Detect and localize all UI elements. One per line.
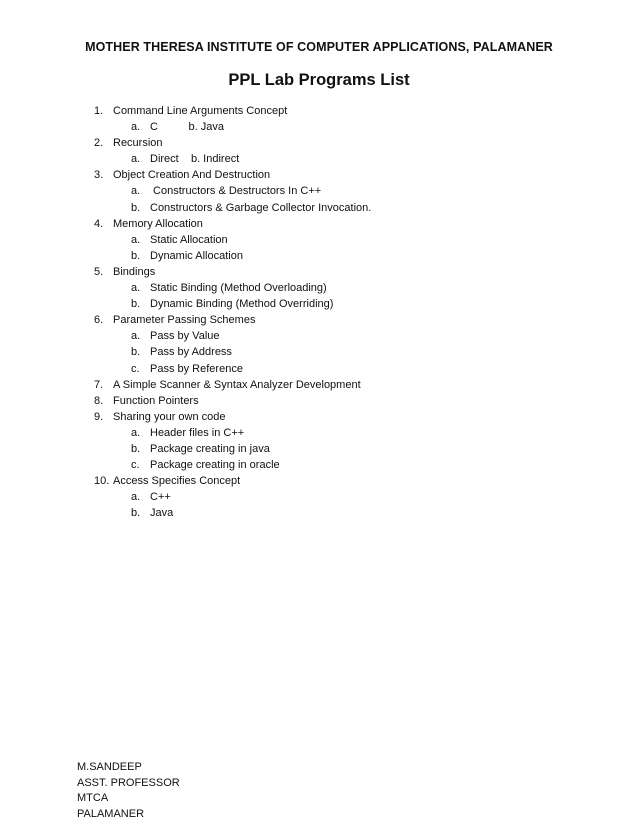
item-text: Memory Allocation	[113, 217, 203, 230]
item-number: a.	[131, 426, 141, 439]
item-text: Pass by Reference	[150, 362, 243, 375]
program-item	[94, 393, 614, 409]
sub-item	[94, 296, 614, 312]
item-number: 8.	[94, 394, 104, 407]
item-number: 5.	[94, 265, 104, 278]
program-item	[94, 135, 614, 151]
item-number: 6.	[94, 314, 104, 327]
program-item	[94, 312, 614, 328]
item-number: 7.	[94, 378, 104, 391]
item-number: a.	[131, 121, 141, 134]
item-text: Pass by Address	[150, 346, 232, 359]
item-text: Function Pointers	[113, 394, 199, 407]
signature-block	[77, 760, 180, 822]
sub-item	[94, 183, 614, 199]
sub-item	[94, 457, 614, 473]
sub-item	[94, 280, 614, 296]
sub-item	[94, 151, 614, 167]
item-text: Pass by Value	[150, 330, 220, 343]
program-item	[94, 377, 614, 393]
item-number: b.	[131, 201, 141, 214]
item-text: Object Creation And Destruction	[113, 169, 271, 182]
page-title: PPL Lab Programs List	[228, 71, 410, 89]
item-text: Direct b. Indirect	[150, 153, 240, 166]
sub-item	[94, 505, 614, 521]
item-number: b.	[131, 298, 141, 311]
program-item	[94, 473, 614, 489]
sub-item	[94, 200, 614, 216]
item-text: Package creating in java	[150, 442, 270, 455]
item-number: 2.	[94, 137, 104, 150]
program-item	[94, 103, 614, 119]
item-number: 3.	[94, 169, 104, 182]
item-text: Command Line Arguments Concept	[113, 105, 288, 117]
institute-header: MOTHER THERESA INSTITUTE OF COMPUTER APPLICATIONS, PALAMANER	[85, 40, 553, 54]
item-number: b.	[131, 442, 141, 455]
item-text: Constructors & Garbage Collector Invocation.	[150, 201, 372, 214]
item-text: C++	[150, 491, 171, 504]
program-item	[94, 264, 614, 280]
item-number: 4.	[94, 217, 104, 230]
sub-item	[94, 232, 614, 248]
item-text: Bindings	[113, 265, 156, 278]
item-number: c.	[131, 459, 140, 472]
program-item	[94, 167, 614, 183]
program-list	[94, 103, 614, 521]
item-number: a.	[131, 491, 141, 504]
item-number: b.	[131, 507, 141, 520]
sub-item	[94, 248, 614, 264]
author-name: M.SANDEEP	[77, 761, 142, 773]
author-place: PALAMANER	[77, 807, 145, 820]
item-text: Java	[150, 507, 174, 520]
item-number: a.	[131, 233, 141, 246]
item-text: Dynamic Binding (Method Overriding)	[150, 298, 334, 311]
sub-item	[94, 489, 614, 505]
item-text: Header files in C++	[150, 426, 245, 439]
item-text: Sharing your own code	[113, 410, 226, 423]
item-text: Parameter Passing Schemes	[113, 314, 256, 327]
item-number: 10.	[94, 475, 110, 488]
item-number: a.	[131, 185, 141, 198]
item-number: b.	[131, 249, 141, 262]
item-number: b.	[131, 346, 141, 359]
item-number: 1.	[94, 105, 104, 117]
item-text: Dynamic Allocation	[150, 249, 243, 262]
sub-item	[94, 328, 614, 344]
item-text: Access Specifies Concept	[113, 475, 241, 488]
sub-item	[94, 361, 614, 377]
author-designation: ASST. PROFESSOR	[77, 776, 180, 789]
item-text: Package creating in oracle	[150, 459, 280, 472]
sub-item	[94, 119, 614, 135]
item-text: Recursion	[113, 137, 163, 150]
item-text: Constructors & Destructors In C++	[150, 185, 322, 198]
item-text: Static Allocation	[150, 233, 228, 246]
program-item	[94, 216, 614, 232]
sub-item	[94, 344, 614, 360]
item-number: a.	[131, 282, 141, 295]
item-number: c.	[131, 362, 140, 375]
item-text: A Simple Scanner & Syntax Analyzer Development	[113, 378, 361, 391]
item-text: Static Binding (Method Overloading)	[150, 282, 327, 295]
sub-item	[94, 441, 614, 457]
author-department: MTCA	[77, 792, 109, 805]
sub-item	[94, 425, 614, 441]
item-number: 9.	[94, 410, 104, 423]
item-text: C b. Java	[150, 121, 224, 134]
program-item	[94, 409, 614, 425]
item-number: a.	[131, 330, 141, 343]
item-number: a.	[131, 153, 141, 166]
